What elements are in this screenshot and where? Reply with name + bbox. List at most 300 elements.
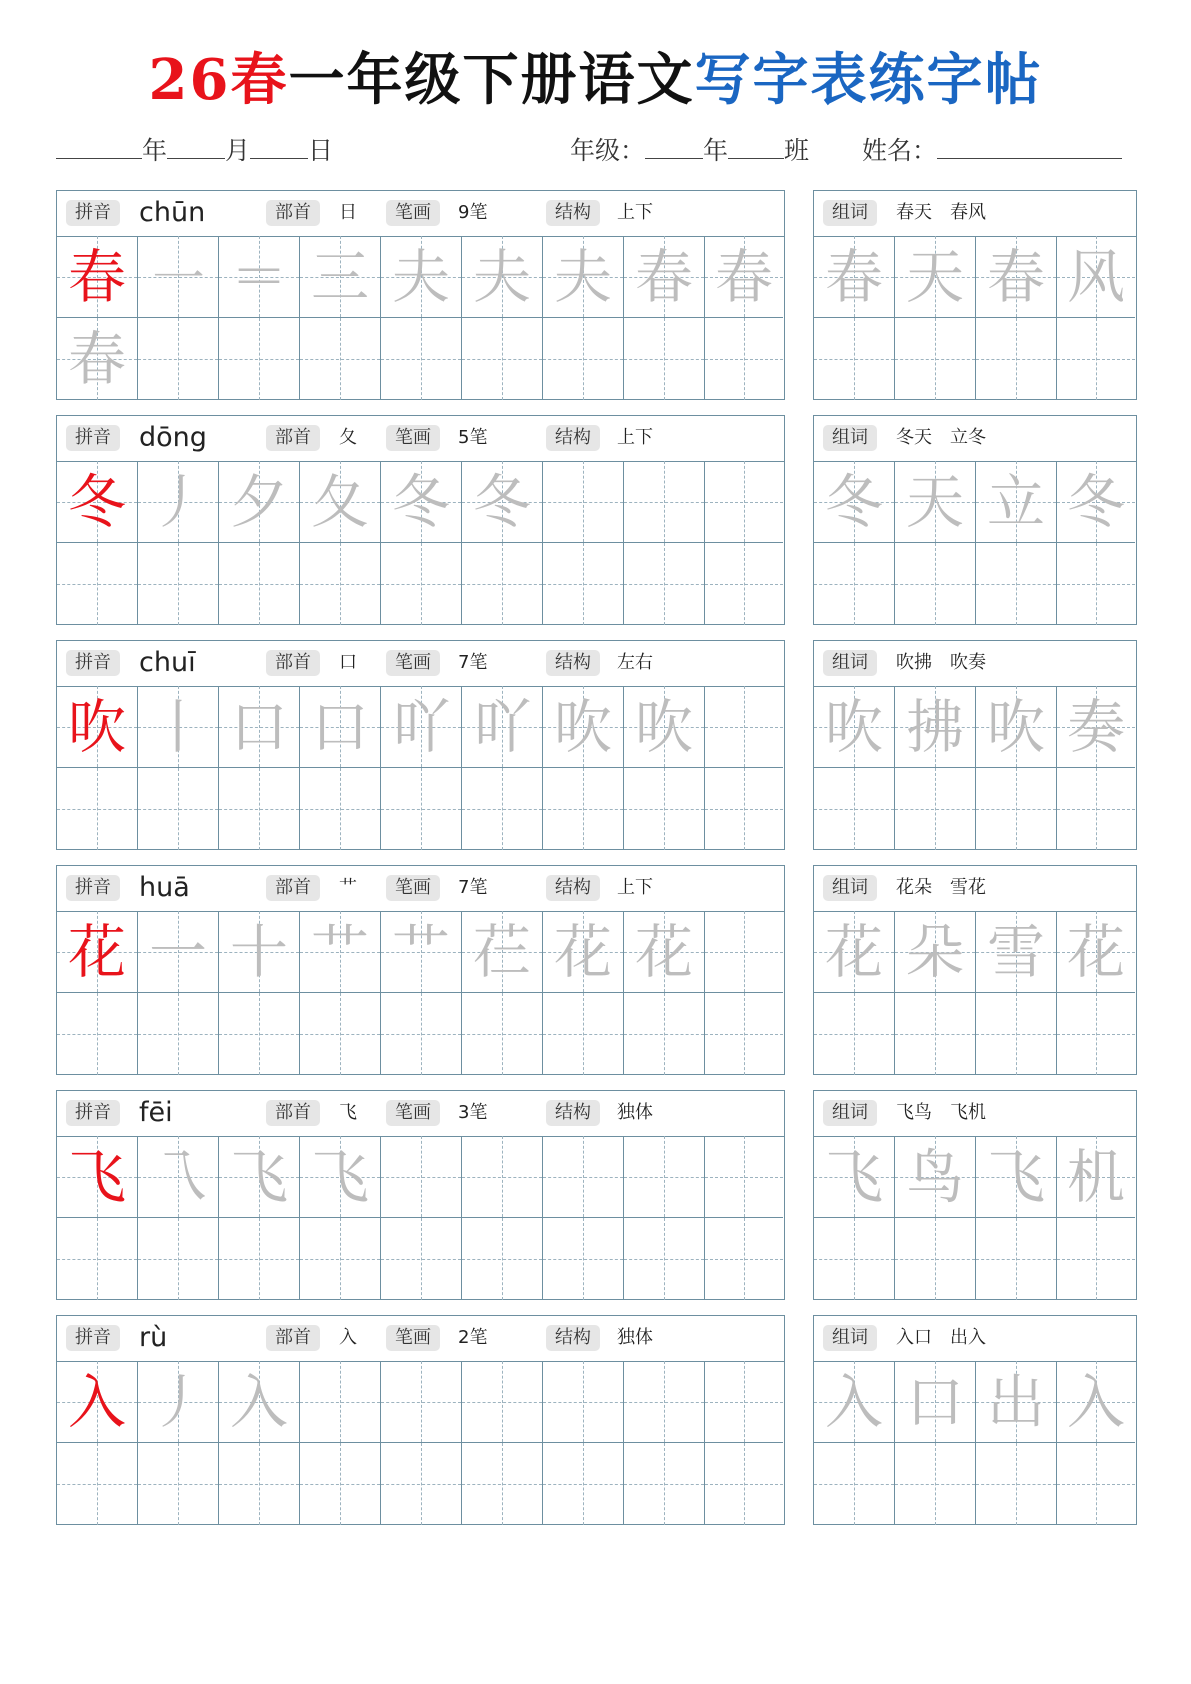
trace-char[interactable] xyxy=(219,1136,300,1218)
strokes-tag: 笔画 xyxy=(386,425,440,451)
practice-cell[interactable] xyxy=(624,318,705,400)
cell-glyph: 飞 xyxy=(824,1142,883,1211)
practice-cell[interactable] xyxy=(300,318,381,400)
word-trace-cell[interactable] xyxy=(895,1136,976,1218)
practice-cell[interactable] xyxy=(814,1218,895,1300)
cell-glyph: 春 xyxy=(634,242,693,311)
tian-grid xyxy=(57,686,784,849)
practice-cell[interactable] xyxy=(462,993,543,1075)
radical-tag: 部首 xyxy=(266,875,320,901)
radical-value: 入 xyxy=(339,1327,357,1348)
cell-glyph: 吹 xyxy=(824,692,883,761)
cell-glyph: 雪 xyxy=(986,917,1045,986)
word-trace-cell[interactable] xyxy=(895,1361,976,1443)
cell-glyph: 春 xyxy=(986,242,1045,311)
model-char[interactable] xyxy=(57,461,138,543)
cell-glyph: 冬 xyxy=(472,467,531,536)
radical-tag: 部首 xyxy=(266,200,320,226)
practice-cell[interactable] xyxy=(543,768,624,850)
practice-cell[interactable] xyxy=(219,543,300,625)
trace-char[interactable] xyxy=(219,236,300,318)
strokes-value: 2笔 xyxy=(458,1327,488,1348)
cell-glyph: 艹 xyxy=(310,917,369,986)
model-char[interactable] xyxy=(57,911,138,993)
practice-cell[interactable] xyxy=(381,993,462,1075)
pinyin-value: huā xyxy=(139,872,190,903)
radical-tag: 部首 xyxy=(266,650,320,676)
structure-value: 上下 xyxy=(617,202,653,223)
practice-cell[interactable] xyxy=(976,1443,1057,1525)
practice-cell[interactable] xyxy=(381,1361,462,1443)
cell-glyph: 十 xyxy=(229,917,288,986)
words-info-bar xyxy=(814,866,1136,912)
structure-tag: 结构 xyxy=(546,1100,600,1126)
practice-cell[interactable] xyxy=(624,1136,705,1218)
cell-glyph: 飞 xyxy=(986,1142,1045,1211)
pinyin-tag: 拼音 xyxy=(66,875,120,901)
trace-char[interactable] xyxy=(300,686,381,768)
word-trace-cell[interactable] xyxy=(976,461,1057,543)
practice-cell[interactable] xyxy=(462,768,543,850)
trace-char[interactable] xyxy=(138,686,219,768)
strokes-value: 5笔 xyxy=(458,427,488,448)
trace-char[interactable] xyxy=(624,686,705,768)
practice-cell[interactable] xyxy=(814,768,895,850)
practice-cell[interactable] xyxy=(300,768,381,850)
practice-cell[interactable] xyxy=(219,318,300,400)
practice-cell[interactable] xyxy=(624,993,705,1075)
practice-cell[interactable] xyxy=(57,1443,138,1525)
trace-char[interactable] xyxy=(624,911,705,993)
name-label: 姓名： xyxy=(862,136,938,165)
practice-cell[interactable] xyxy=(381,1136,462,1218)
year-label: 年 xyxy=(142,136,168,165)
word-trace-cell[interactable] xyxy=(1057,461,1135,543)
trace-char[interactable] xyxy=(381,686,462,768)
title-part2: 一年级下册语文 xyxy=(288,47,695,113)
practice-cell[interactable] xyxy=(57,1218,138,1300)
radical-value: 口 xyxy=(339,652,357,673)
title-part3: 写字表练字帖 xyxy=(694,47,1043,113)
strokes-tag: 笔画 xyxy=(386,1325,440,1351)
model-char[interactable] xyxy=(57,236,138,318)
cell-glyph: 夕 xyxy=(229,467,288,536)
cell-glyph: 入 xyxy=(1066,1367,1125,1436)
word-trace-cell[interactable] xyxy=(814,1361,895,1443)
structure-tag: 结构 xyxy=(546,425,600,451)
trace-char[interactable] xyxy=(462,236,543,318)
pinyin-value: rù xyxy=(139,1322,168,1353)
practice-cell[interactable] xyxy=(705,318,783,400)
strokes-value: 3笔 xyxy=(458,1102,488,1123)
word-trace-cell[interactable] xyxy=(895,461,976,543)
practice-cell[interactable] xyxy=(138,1218,219,1300)
trace-char[interactable] xyxy=(219,461,300,543)
cell-glyph: 吹 xyxy=(553,692,612,761)
practice-cell[interactable] xyxy=(300,1443,381,1525)
practice-cell[interactable] xyxy=(543,993,624,1075)
practice-cell[interactable] xyxy=(705,911,783,993)
words-card xyxy=(813,865,1137,1075)
cell-glyph: 冬 xyxy=(824,467,883,536)
practice-cell[interactable] xyxy=(976,768,1057,850)
word-trace-cell[interactable] xyxy=(976,1361,1057,1443)
practice-cell[interactable] xyxy=(462,1443,543,1525)
words-tag: 组词 xyxy=(823,425,877,451)
practice-cell[interactable] xyxy=(57,543,138,625)
char-info-bar xyxy=(57,1316,784,1362)
cell-glyph: 一 xyxy=(148,917,207,986)
practice-cell[interactable] xyxy=(300,1361,381,1443)
practice-cell[interactable] xyxy=(705,461,783,543)
practice-cell[interactable] xyxy=(705,1443,783,1525)
practice-cell[interactable] xyxy=(543,318,624,400)
strokes-value: 9笔 xyxy=(458,202,488,223)
word-trace-cell[interactable] xyxy=(1057,911,1135,993)
cell-glyph: 出 xyxy=(986,1367,1045,1436)
cell-glyph: 朵 xyxy=(905,917,964,986)
trace-char[interactable] xyxy=(705,236,783,318)
tian-grid xyxy=(57,461,784,624)
practice-cell[interactable] xyxy=(705,1218,783,1300)
practice-cell[interactable] xyxy=(381,768,462,850)
cell-glyph: 花 xyxy=(824,917,883,986)
practice-cell[interactable] xyxy=(543,1136,624,1218)
practice-cell[interactable] xyxy=(219,1218,300,1300)
word-trace-cell[interactable] xyxy=(814,1136,895,1218)
char-card xyxy=(56,415,785,625)
practice-cell[interactable] xyxy=(705,1361,783,1443)
practice-cell[interactable] xyxy=(624,1443,705,1525)
practice-cell[interactable] xyxy=(814,318,895,400)
trace-char[interactable] xyxy=(138,461,219,543)
cell-glyph: ㇐ xyxy=(148,242,207,311)
grade-label: 年级： xyxy=(570,136,646,165)
words-grid xyxy=(814,686,1136,849)
words-info-bar xyxy=(814,191,1136,237)
char-card xyxy=(56,865,785,1075)
radical-value: 飞 xyxy=(339,1102,357,1123)
words-value: 春天 春风 xyxy=(896,202,986,223)
word-trace-cell[interactable] xyxy=(976,686,1057,768)
word-trace-cell[interactable] xyxy=(814,461,895,543)
word-trace-cell[interactable] xyxy=(976,911,1057,993)
cell-glyph: 春 xyxy=(824,242,883,311)
practice-cell[interactable] xyxy=(462,543,543,625)
practice-cell[interactable] xyxy=(1057,993,1135,1075)
cell-glyph: 夂 xyxy=(310,467,369,536)
strokes-tag: 笔画 xyxy=(386,875,440,901)
practice-cell[interactable] xyxy=(57,768,138,850)
words-card xyxy=(813,190,1137,400)
practice-cell[interactable] xyxy=(895,1218,976,1300)
cell-glyph: 吹 xyxy=(986,692,1045,761)
practice-cell[interactable] xyxy=(705,543,783,625)
cell-glyph: 吹 xyxy=(67,692,126,761)
words-info-bar xyxy=(814,1091,1136,1137)
year-blank[interactable] xyxy=(56,132,142,159)
trace-char[interactable] xyxy=(543,911,624,993)
practice-cell[interactable] xyxy=(462,318,543,400)
strokes-value: 7笔 xyxy=(458,652,488,673)
cell-glyph: 吹 xyxy=(634,692,693,761)
structure-tag: 结构 xyxy=(546,650,600,676)
trace-char[interactable] xyxy=(138,1361,219,1443)
practice-cell[interactable] xyxy=(814,1443,895,1525)
cell-glyph: 花 xyxy=(634,917,693,986)
practice-cell[interactable] xyxy=(1057,768,1135,850)
char-info-bar xyxy=(57,191,784,237)
structure-tag: 结构 xyxy=(546,200,600,226)
strokes-tag: 笔画 xyxy=(386,200,440,226)
cell-glyph: 丨 xyxy=(148,692,207,761)
practice-cell[interactable] xyxy=(300,1218,381,1300)
trace-char[interactable] xyxy=(381,236,462,318)
practice-cell[interactable] xyxy=(138,318,219,400)
practice-cell[interactable] xyxy=(219,1443,300,1525)
practice-cell[interactable] xyxy=(381,1218,462,1300)
words-card xyxy=(813,640,1137,850)
word-trace-cell[interactable] xyxy=(895,686,976,768)
practice-cell[interactable] xyxy=(895,993,976,1075)
word-trace-cell[interactable] xyxy=(1057,1136,1135,1218)
practice-cell[interactable] xyxy=(705,1136,783,1218)
words-info-bar xyxy=(814,416,1136,462)
practice-cell[interactable] xyxy=(895,318,976,400)
practice-cell[interactable] xyxy=(543,1218,624,1300)
pinyin-value: chuī xyxy=(139,647,196,678)
practice-cell[interactable] xyxy=(895,1443,976,1525)
cell-glyph: 冬 xyxy=(391,467,450,536)
pinyin-tag: 拼音 xyxy=(66,425,120,451)
name-blank[interactable] xyxy=(937,132,1122,159)
day-blank[interactable] xyxy=(250,132,308,159)
cell-glyph: 花 xyxy=(67,917,126,986)
char-card xyxy=(56,190,785,400)
practice-cell[interactable] xyxy=(381,1443,462,1525)
model-char[interactable] xyxy=(57,1136,138,1218)
month-blank[interactable] xyxy=(167,132,225,159)
words-tag: 组词 xyxy=(823,650,877,676)
name-line xyxy=(862,132,1122,169)
page-title xyxy=(0,40,1191,120)
cell-glyph: 花 xyxy=(1066,917,1125,986)
practice-cell[interactable] xyxy=(57,993,138,1075)
radical-value: 夂 xyxy=(339,427,357,448)
tian-grid xyxy=(57,1136,784,1299)
trace-char[interactable] xyxy=(300,911,381,993)
grade-year-blank[interactable] xyxy=(645,132,703,159)
practice-cell[interactable] xyxy=(462,1136,543,1218)
structure-tag: 结构 xyxy=(546,1325,600,1351)
cell-glyph: 飞 xyxy=(229,1142,288,1211)
trace-char[interactable] xyxy=(300,461,381,543)
trace-char[interactable] xyxy=(624,236,705,318)
practice-cell[interactable] xyxy=(976,318,1057,400)
words-grid xyxy=(814,1136,1136,1299)
practice-cell[interactable] xyxy=(895,768,976,850)
practice-cell[interactable] xyxy=(814,993,895,1075)
char-card xyxy=(56,1315,785,1525)
cell-glyph: 丿 xyxy=(148,467,207,536)
trace-char[interactable] xyxy=(219,1361,300,1443)
trace-char[interactable] xyxy=(219,911,300,993)
word-trace-cell[interactable] xyxy=(814,686,895,768)
trace-char[interactable] xyxy=(219,686,300,768)
cell-glyph: 风 xyxy=(1066,242,1125,311)
practice-cell[interactable] xyxy=(462,1361,543,1443)
radical-tag: 部首 xyxy=(266,1325,320,1351)
practice-cell[interactable] xyxy=(976,1218,1057,1300)
practice-cell[interactable] xyxy=(1057,1443,1135,1525)
words-value: 冬天 立冬 xyxy=(896,427,986,448)
word-trace-cell[interactable] xyxy=(895,236,976,318)
practice-cell[interactable] xyxy=(381,543,462,625)
day-label: 日 xyxy=(308,136,334,165)
pinyin-value: dōng xyxy=(139,422,207,453)
word-trace-cell[interactable] xyxy=(814,236,895,318)
trace-char[interactable] xyxy=(543,236,624,318)
model-char[interactable] xyxy=(57,1361,138,1443)
practice-cell[interactable] xyxy=(624,543,705,625)
char-info-bar xyxy=(57,416,784,462)
cell-glyph: 丿 xyxy=(148,1367,207,1436)
practice-cell[interactable] xyxy=(814,543,895,625)
word-trace-cell[interactable] xyxy=(976,1136,1057,1218)
cell-glyph: 入 xyxy=(229,1367,288,1436)
word-trace-cell[interactable] xyxy=(1057,686,1135,768)
trace-char[interactable] xyxy=(381,461,462,543)
practice-cell[interactable] xyxy=(543,1443,624,1525)
trace-char[interactable] xyxy=(462,461,543,543)
tian-grid xyxy=(57,1361,784,1524)
cell-glyph: 冬 xyxy=(1066,467,1125,536)
cell-glyph: 夫 xyxy=(553,242,612,311)
words-tag: 组词 xyxy=(823,1325,877,1351)
practice-cell[interactable] xyxy=(705,993,783,1075)
radical-tag: 部首 xyxy=(266,425,320,451)
cell-glyph: ＝ xyxy=(229,242,288,311)
radical-tag: 部首 xyxy=(266,1100,320,1126)
practice-cell[interactable] xyxy=(1057,543,1135,625)
cell-glyph: 入 xyxy=(824,1367,883,1436)
trace-char[interactable] xyxy=(57,318,138,400)
practice-cell[interactable] xyxy=(300,993,381,1075)
words-grid xyxy=(814,236,1136,399)
practice-cell[interactable] xyxy=(624,1361,705,1443)
trace-char[interactable] xyxy=(462,911,543,993)
practice-cell[interactable] xyxy=(976,543,1057,625)
words-card xyxy=(813,415,1137,625)
cell-glyph: 吖 xyxy=(391,692,450,761)
words-card xyxy=(813,1315,1137,1525)
practice-cell[interactable] xyxy=(705,686,783,768)
practice-cell[interactable] xyxy=(705,768,783,850)
words-info-bar xyxy=(814,641,1136,687)
practice-cell[interactable] xyxy=(895,543,976,625)
practice-cell[interactable] xyxy=(300,543,381,625)
cell-glyph: 口 xyxy=(229,692,288,761)
cell-glyph: 艹 xyxy=(391,917,450,986)
strokes-tag: 笔画 xyxy=(386,1100,440,1126)
cell-glyph: 夫 xyxy=(472,242,531,311)
char-info-bar xyxy=(57,641,784,687)
practice-cell[interactable] xyxy=(624,768,705,850)
cell-glyph: 飞 xyxy=(67,1142,126,1211)
practice-cell[interactable] xyxy=(219,993,300,1075)
practice-cell[interactable] xyxy=(138,993,219,1075)
cell-glyph: 机 xyxy=(1066,1142,1125,1211)
practice-cell[interactable] xyxy=(381,318,462,400)
cell-glyph: 口 xyxy=(310,692,369,761)
practice-cell[interactable] xyxy=(543,461,624,543)
practice-cell[interactable] xyxy=(624,461,705,543)
cell-glyph: 天 xyxy=(905,242,964,311)
grade-year-label: 年 xyxy=(703,136,729,165)
word-trace-cell[interactable] xyxy=(895,911,976,993)
practice-cell[interactable] xyxy=(1057,318,1135,400)
char-card xyxy=(56,1090,785,1300)
words-value: 吹拂 吹奏 xyxy=(896,652,986,673)
cell-glyph: 口 xyxy=(905,1367,964,1436)
date-line xyxy=(56,132,333,169)
words-value: 飞鸟 飞机 xyxy=(896,1102,986,1123)
model-char[interactable] xyxy=(57,686,138,768)
strokes-tag: 笔画 xyxy=(386,650,440,676)
practice-cell[interactable] xyxy=(462,1218,543,1300)
words-info-bar xyxy=(814,1316,1136,1362)
practice-cell[interactable] xyxy=(219,768,300,850)
practice-cell[interactable] xyxy=(138,1443,219,1525)
words-value: 花朵 雪花 xyxy=(896,877,986,898)
word-trace-cell[interactable] xyxy=(1057,1361,1135,1443)
trace-char[interactable] xyxy=(138,911,219,993)
practice-cell[interactable] xyxy=(1057,1218,1135,1300)
cell-glyph: 三 xyxy=(310,242,369,311)
words-tag: 组词 xyxy=(823,1100,877,1126)
trace-char[interactable] xyxy=(138,236,219,318)
practice-cell[interactable] xyxy=(138,768,219,850)
structure-value: 左右 xyxy=(617,652,653,673)
words-card xyxy=(813,1090,1137,1300)
grade-class-blank[interactable] xyxy=(728,132,784,159)
trace-char[interactable] xyxy=(381,911,462,993)
cell-glyph: 鸟 xyxy=(905,1142,964,1211)
word-trace-cell[interactable] xyxy=(1057,236,1135,318)
pinyin-value: chūn xyxy=(139,197,206,228)
trace-char[interactable] xyxy=(138,1136,219,1218)
trace-char[interactable] xyxy=(300,236,381,318)
cell-glyph: 芢 xyxy=(472,917,531,986)
trace-char[interactable] xyxy=(300,1136,381,1218)
structure-tag: 结构 xyxy=(546,875,600,901)
pinyin-tag: 拼音 xyxy=(66,1325,120,1351)
practice-cell[interactable] xyxy=(624,1218,705,1300)
practice-cell[interactable] xyxy=(138,543,219,625)
trace-char[interactable] xyxy=(462,686,543,768)
practice-cell[interactable] xyxy=(976,993,1057,1075)
practice-cell[interactable] xyxy=(543,1361,624,1443)
practice-cell[interactable] xyxy=(543,543,624,625)
word-trace-cell[interactable] xyxy=(814,911,895,993)
words-tag: 组词 xyxy=(823,200,877,226)
word-trace-cell[interactable] xyxy=(976,236,1057,318)
cell-glyph: 吖 xyxy=(472,692,531,761)
trace-char[interactable] xyxy=(543,686,624,768)
pinyin-tag: 拼音 xyxy=(66,1100,120,1126)
radical-value: 艹 xyxy=(339,877,357,898)
cell-glyph: 春 xyxy=(67,242,126,311)
